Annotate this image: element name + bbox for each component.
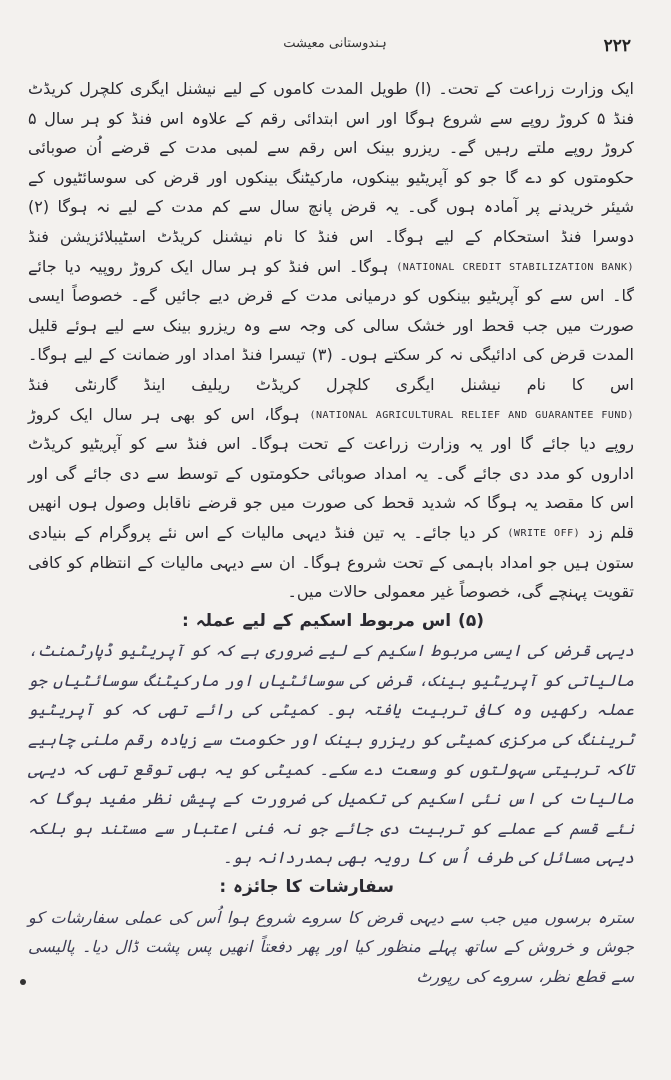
english-term-credit-stabilization: (NATIONAL CREDIT STABILIZATION BANK) (396, 261, 635, 273)
margin-dot (20, 979, 26, 985)
funds-text-4: کر دیا جائے۔ یہ تین فنڈ دیہی مالیات کے اس نئے پروگرام کے بنیادی ستون ہیں جو امداد باہمی کے تحت شروع ہوگا۔ ان سے دیہی مالیات کے انتظام کو کافی تقویت پہنچے گی، خصوصاً غیر معمولی حالات میں۔ (28, 522, 634, 602)
section-heading-staff: (۵) اس مربوط اسکیم کے لیے عملہ : (182, 610, 484, 631)
funds-text-3: ہوگا، اس کو بھی ہر سال ایک کروڑ روپے دیا جائے گا اور یہ وزارت زراعت کے تحت ہوگا۔ اس فنڈ سے کو آپریٹیو کریڈٹ اداروں کو مدد دی جائے گی۔ یہ امداد صوبائی حکومتوں کے توسط سے دی جائے گی اور اس کا مقصد یہ ہوگا کہ شدید قحط کی صورت میں جو قرضے ناقابل وصول ہوں انھیں قلم زد (28, 404, 635, 542)
paragraph-review: سترہ برسوں میں جب سے دیہی قرض کا سروے شروع ہوا اُس کی عملی سفارشات کو جوش و خروش کے ساتھ پہلے منظور کیا اور پھر دفعتاً انھیں پس پشت ڈال دیا۔ پالیسی سے قطع نظر، سروے کی رپورٹ (28, 907, 635, 986)
funds-text-2: ہوگا۔ اس فنڈ کو ہر سال ایک کروڑ روپیہ دیا جائے گا۔ اس سے کو آپریٹیو بینکوں کو درمیانی مدت کے قرض دیے جائیں گے۔ خصوصاً ایسی صورت میں جب قحط اور خشک سالی کی وجہ سے وہ ریزرو بینک سے لیے ہوئے قلیل المدت قرض کی ادائیگی نہ کر سکتے ہوں۔ (۳) تیسرا فنڈ امداد اور ضمانت کے لیے ہوگا۔ اس کا نام نیشنل ایگری کلچرل کریڈٹ ریلیف اینڈ گارنٹی فنڈ (28, 256, 634, 394)
running-title: ہندوستانی معیشت (283, 36, 387, 51)
paragraph-staff: دیہی قرض کی ایسی مربوط اسکیم کے لیے ضروری ہے کہ کو آپریٹیو ڈپارٹمنٹ، مالیاتی کو آپریٹیو بینک، قرض کی سوسائٹیاں اور مارکیٹنگ سوسائٹیاں جو عملہ رکھیں وہ کافی تربیت یافتہ ہو۔ کمیٹی کی رائے تھی کہ کو آپریٹیو ٹریننگ کی مرکزی کمیٹی کو ریزرو بینک اور حکومت سے زیادہ رقم ملنی چاہیے تاکہ تربیتی سہولتوں کو وسعت دے سکے۔ کمیٹی کو یہ بھی توقع تھی کہ دیہی مالیات کی اس نئی اسکیم کی تکمیل کی ضرورت کے پیش نظر مفید ہوگا کہ نئے قسم کے عملے کو تربیت دی جائے جو نہ فنی اعتبار سے مستند ہو بلکہ دیہی مسائل کی طرف اُس کا رویہ بھی ہمدردانہ ہو۔ (28, 641, 634, 868)
funds-text-1: ایک وزارت زراعت کے تحت۔ (ا) طویل المدت کاموں کے لیے نیشنل ایگری کلچرل کریڈٹ فنڈ ۵ کروڑ روپے سے شروع ہوگا اور اس ابتدائی رقم کے علاوہ اس فنڈ کو ہر سال ۵ کروڑ روپے ملتے رہیں گے۔ ریزرو بینک اس رقم سے لمبی مدت کے قرضے اُن صوبائی حکومتوں کو دے گا جو کو آپریٹیو بینکوں، مارکیٹنگ بینکوں اور قرض کی سوسائٹیوں کے شیئر خریدنے پر آمادہ ہوں گی۔ یہ قرض پانچ سال سے کم مدت کے لیے نہ ہوگا (۲) دوسرا فنڈ استحکام کے لیے ہوگا۔ اس فنڈ کا نام نیشنل کریڈٹ اسٹیبلائزیشن فنڈ (28, 79, 634, 246)
page-number: ۲۲۲ (603, 36, 631, 56)
body-text (28, 74, 634, 991)
english-term-relief-guarantee: (NATIONAL AGRICULTURAL RELIEF AND GUARANTEE FUND) (309, 409, 634, 421)
paragraph-funds (28, 74, 634, 607)
english-term-write-off: (WRITE OFF) (507, 527, 581, 539)
section-heading-review: سفارشات کا جائزہ : (219, 877, 394, 898)
page-header (0, 36, 671, 60)
